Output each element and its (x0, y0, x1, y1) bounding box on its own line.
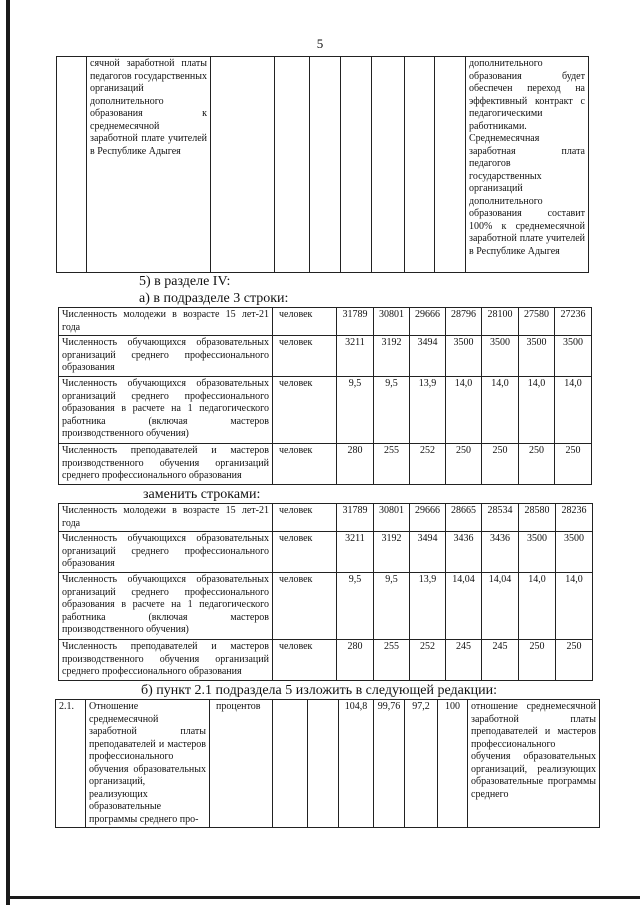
value-cell: 14,0 (519, 573, 556, 640)
row-unit: человек (273, 336, 337, 377)
value-cell: 3500 (555, 336, 592, 377)
value-cell: 3500 (446, 336, 482, 377)
value-cell: 3500 (556, 532, 593, 573)
value-cell: 30801 (374, 308, 410, 336)
value-cell: 255 (374, 640, 410, 681)
value-cell: 3192 (374, 532, 410, 573)
value-cell: 280 (337, 640, 374, 681)
row-unit: человек (273, 444, 337, 485)
value-cell: 3494 (410, 336, 446, 377)
value-cell: 100 (438, 700, 468, 828)
value-cell: 14,0 (555, 377, 592, 444)
value-cell: 27236 (555, 308, 592, 336)
row-unit: человек (273, 504, 337, 532)
value-cell: 3494 (410, 532, 446, 573)
table-row (56, 700, 600, 828)
value-cell: 3500 (519, 336, 555, 377)
value-cell: 255 (374, 444, 410, 485)
new-rows-table (58, 503, 593, 681)
fragment-value-cell (275, 57, 310, 273)
value-cell: 28100 (482, 308, 519, 336)
subsection-heading-a: а) в подразделе 3 строки: (139, 291, 289, 306)
table-row (59, 336, 592, 377)
fragment-value-cell (405, 57, 435, 273)
value-cell: 3211 (337, 532, 374, 573)
value-cell: 14,0 (446, 377, 482, 444)
fragment-value-cell (372, 57, 405, 273)
value-cell: 245 (482, 640, 519, 681)
value-cell: 3500 (519, 532, 556, 573)
value-cell: 250 (446, 444, 482, 485)
table-row (59, 377, 592, 444)
value-cell: 97,2 (405, 700, 438, 828)
table-row (59, 640, 593, 681)
value-cell: 28534 (482, 504, 519, 532)
value-cell: 3192 (374, 336, 410, 377)
value-cell: 3436 (482, 532, 519, 573)
value-cell: 104,8 (339, 700, 374, 828)
value-cell (273, 700, 308, 828)
value-cell: 250 (556, 640, 593, 681)
value-cell: 28580 (519, 504, 556, 532)
value-cell: 14,0 (519, 377, 555, 444)
table-row (59, 504, 593, 532)
fragment-value-cell (310, 57, 341, 273)
row-indicator: Численность молодежи в возрасте 15 лет-21 года (59, 504, 273, 532)
row-indicator: Численность обучающихся образовательных организаций среднего профессионального образования (59, 336, 273, 377)
row-indicator: Численность обучающихся образовательных организаций среднего профессионального образования в расчете на 1 педагогического работника (включая мастеров производственного обучения) (59, 377, 273, 444)
fragment-value-cell (435, 57, 466, 273)
value-cell: 99,76 (374, 700, 405, 828)
value-cell: 14,0 (482, 377, 519, 444)
table-row (59, 308, 592, 336)
value-cell: 28796 (446, 308, 482, 336)
value-cell: 3436 (446, 532, 482, 573)
value-cell: 250 (519, 444, 555, 485)
value-cell: 3211 (337, 336, 374, 377)
row-unit: человек (273, 640, 337, 681)
value-cell: 9,5 (337, 573, 374, 640)
point-2-1-table (55, 699, 600, 828)
value-cell: 3500 (482, 336, 519, 377)
value-cell: 29666 (410, 308, 446, 336)
fragment-unit-cell (211, 57, 275, 273)
value-cell: 14,0 (556, 573, 593, 640)
value-cell: 252 (410, 640, 446, 681)
subsection-heading-b: б) пункт 2.1 подраздела 5 изложить в следующей редакции: (141, 683, 498, 698)
value-cell: 13,9 (410, 377, 446, 444)
value-cell: 30801 (374, 504, 410, 532)
scan-bottom-edge (6, 896, 640, 899)
value-cell: 9,5 (337, 377, 374, 444)
fragment-result-text: дополнительного образования будет обеспечен переход на эффективный контракт с педагогическими работниками. Среднемесячная заработная плата педагогов государственных организаций дополнительного образования составит 100% к среднемесячной заработной плате учителей в Республике Адыгея (466, 57, 589, 273)
value-cell: 250 (482, 444, 519, 485)
value-cell: 13,9 (410, 573, 446, 640)
value-cell: 250 (555, 444, 592, 485)
table-row (59, 573, 593, 640)
row-unit: человек (273, 308, 337, 336)
page-number: 5 (316, 36, 324, 51)
value-cell: 14,04 (446, 573, 482, 640)
value-cell: 28665 (446, 504, 482, 532)
row-unit: человек (273, 377, 337, 444)
old-rows-table (58, 307, 592, 485)
fragment-indicator-text: сячной заработной платы педагогов государственных организаций дополнительного образования к среднемесячной заработной плате учителей в Республике Адыгея (87, 57, 211, 273)
value-cell: 14,04 (482, 573, 519, 640)
row-indicator: Численность обучающихся образовательных организаций среднего профессионального образования (59, 532, 273, 573)
table-row (59, 444, 592, 485)
row-unit: человек (273, 532, 337, 573)
value-cell: 27580 (519, 308, 555, 336)
scan-left-edge (6, 0, 10, 905)
row-unit: человек (273, 573, 337, 640)
table-row (59, 532, 593, 573)
value-cell: 9,5 (374, 377, 410, 444)
value-cell: 250 (519, 640, 556, 681)
value-cell: 31789 (337, 504, 374, 532)
value-cell: 29666 (410, 504, 446, 532)
value-cell: 9,5 (374, 573, 410, 640)
fragment-num-cell (57, 57, 87, 273)
value-cell: 245 (446, 640, 482, 681)
row-unit: процентов (210, 700, 273, 828)
row-indicator: Численность преподавателей и мастеров производственного обучения организаций среднего профессионального образования (59, 640, 273, 681)
value-cell (308, 700, 339, 828)
fragment-value-cell (341, 57, 372, 273)
top-fragment-table (56, 56, 589, 273)
row-indicator: Численность преподавателей и мастеров производственного обучения организаций среднего профессионального образования (59, 444, 273, 485)
value-cell: 280 (337, 444, 374, 485)
row-result: отношение среднемесячной заработной платы преподавателей и мастеров профессионального обучения образовательных организаций, реализующих образовательные программы среднего (468, 700, 600, 828)
value-cell: 252 (410, 444, 446, 485)
value-cell: 31789 (337, 308, 374, 336)
row-indicator: Численность молодежи в возрасте 15 лет-21 года (59, 308, 273, 336)
point-number: 2.1. (56, 700, 86, 828)
section-heading: 5) в разделе IV: (139, 274, 231, 289)
row-indicator: Численность обучающихся образовательных организаций среднего профессионального образования в расчете на 1 педагогического работника (включая мастеров производственного обучения) (59, 573, 273, 640)
replace-heading: заменить строками: (143, 487, 261, 502)
row-indicator: Отношение среднемесячной заработной платы преподавателей и мастеров профессионального обучения образовательных организаций, реализующих образовательные программы среднего про- (86, 700, 210, 828)
value-cell: 28236 (556, 504, 593, 532)
